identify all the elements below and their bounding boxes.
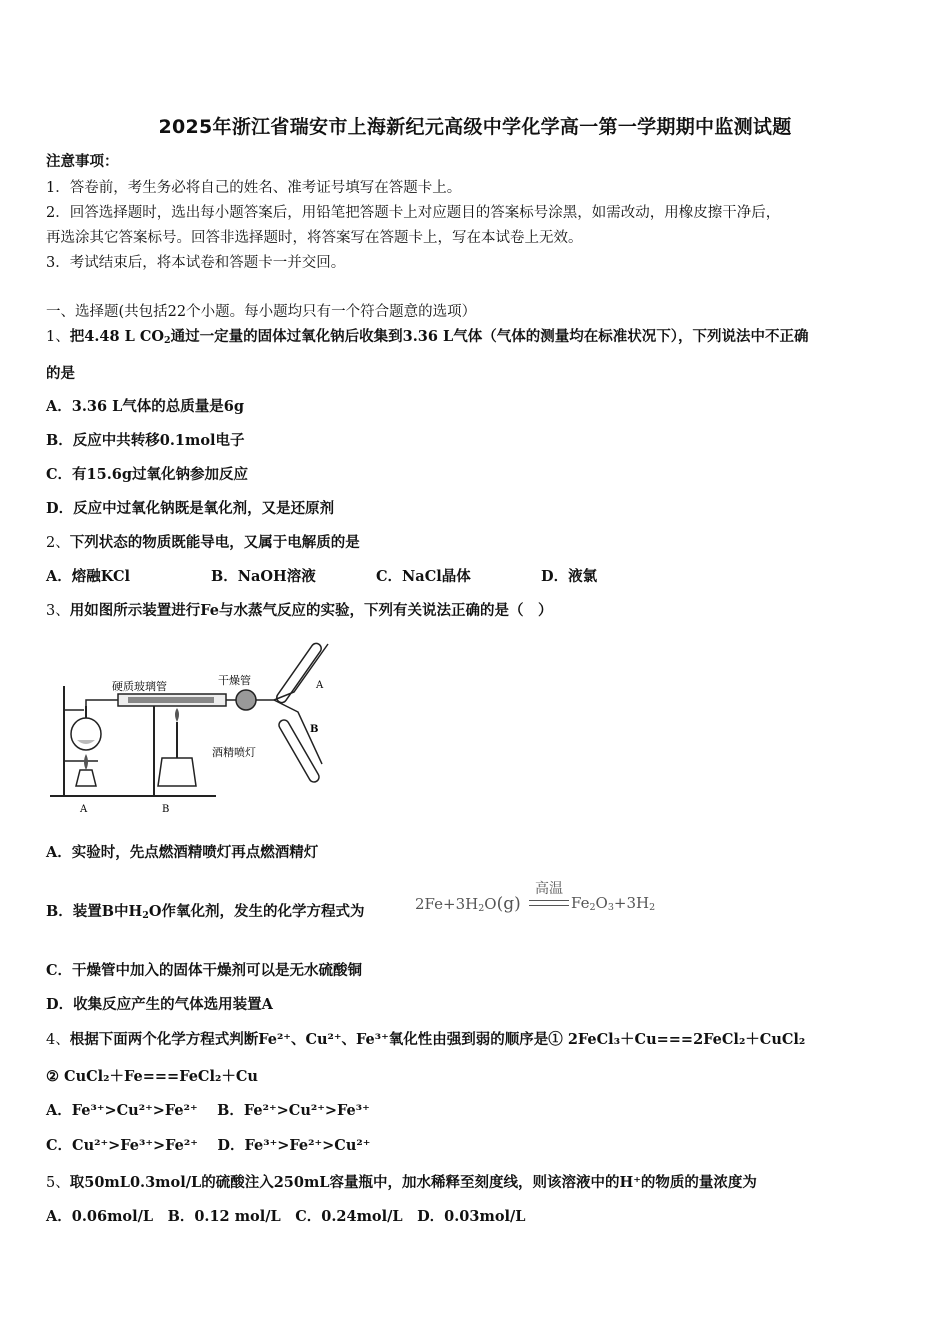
label-tube-a: A — [316, 680, 324, 691]
q3-option-b-part-a: B．装置B中H — [46, 903, 143, 920]
question-1-number: 1、 — [46, 329, 70, 345]
q1-option-b: B．反应中共转移0.1mol电子 — [46, 432, 245, 449]
notice-item-2-cont: 再选涂其它答案标号。回答非选择题时，将答案写在答题卡上，写在本试卷上无效。 — [46, 230, 583, 246]
question-1-stem — [46, 327, 808, 351]
question-5-stem — [46, 1173, 757, 1193]
q4-options-cd: C．Cu²⁺>Fe³⁺>Fe²⁺ D．Fe³⁺>Fe²⁺>Cu²⁺ — [46, 1137, 371, 1154]
question-3-number: 3、 — [46, 603, 70, 619]
page-title: 2025年浙江省瑞安市上海新纪元高级中学化学高一第一学期期中监测试题 — [158, 116, 792, 138]
round-flask — [71, 718, 101, 750]
apparatus-figure — [46, 636, 346, 818]
q1-stem-part-b: 通过一定量的固体过氧化钠后收集到3.36 L气体（气体的测量均在标准状况下），下列说法中不正确 — [170, 328, 809, 345]
eq-left-a: 2Fe+3H — [415, 895, 479, 913]
q2-option-c: C．NaCl晶体 — [376, 568, 471, 585]
eq-right-c: +3H — [613, 894, 650, 912]
q3-option-d: D．收集反应产生的气体选用装置A — [46, 996, 273, 1013]
eq-right-a: Fe — [571, 894, 590, 912]
label-hard-glass-tube: 硬质玻璃管 — [112, 680, 167, 693]
q2-option-a: A．熔融KCl — [46, 568, 131, 585]
alcohol-lamp — [76, 770, 96, 786]
flask-water — [77, 740, 95, 744]
eq-right-sub3: 2 — [649, 902, 656, 913]
q3-stem-text: 用如图所示装置进行Fe与水蒸气反应的实验，下列有关说法正确的是（ ） — [69, 602, 553, 619]
q3-option-c: C．干燥管中加入的固体干燥剂可以是无水硫酸铜 — [46, 962, 363, 979]
question-2-stem — [46, 533, 360, 553]
q1-stem-part-a: 把4.48 L CO — [69, 328, 165, 345]
section-header: 一、选择题(共包括22个小题。每小题均只有一个符合题意的选项） — [46, 304, 477, 320]
notice-item-3: 3．考试结束后，将本试卷和答题卡一并交回。 — [46, 255, 346, 271]
drying-tube-bulb — [236, 690, 256, 710]
question-5-number: 5、 — [46, 1175, 70, 1191]
label-drying-tube: 干燥管 — [218, 674, 251, 687]
question-1-stem-cont: 的是 — [46, 365, 75, 382]
q2-options — [46, 567, 597, 587]
question-3-stem — [46, 601, 552, 621]
equation-products — [571, 894, 655, 913]
q3-option-b — [46, 902, 364, 926]
question-4-stem-cont: ② CuCl₂＋Fe===FeCl₂＋Cu — [46, 1068, 258, 1085]
q1-co2-subscript: 2 — [164, 335, 171, 346]
eq-right-b: O — [595, 894, 608, 912]
eq-left-b: O — [484, 895, 497, 913]
iron-powder — [128, 697, 214, 703]
notice-item-2: 2．回答选择题时，选出每小题答案后，用铅笔把答题卡上对应题目的答案标号涂黑，如需改动，用橡皮擦干净后， — [46, 205, 781, 221]
question-4-stem — [46, 1030, 805, 1050]
label-apparatus-a: A — [80, 804, 88, 815]
notice-item-1: 1．答卷前，考生务必将自己的姓名、准考证号填写在答题卡上。 — [46, 180, 462, 196]
lamp-flame-icon — [84, 754, 88, 770]
eq-left-sub: 2 — [478, 903, 485, 914]
eq-right-sub2: 3 — [607, 902, 614, 913]
eq-right-sub1: 2 — [589, 902, 596, 913]
q1-option-c: C．有15.6g过氧化钠参加反应 — [46, 466, 248, 483]
q3-h2o-subscript: 2 — [142, 910, 149, 921]
test-tube-a — [275, 641, 323, 704]
q2-option-d: D．液氯 — [541, 568, 598, 585]
q3-option-a: A．实验时，先点燃酒精喷灯再点燃酒精灯 — [46, 844, 319, 861]
q5-stem-text: 取50mL0.3mol/L的硫酸注入250mL容量瓶中，加水稀释至刻度线，则该溶液中的H⁺的物质的量浓度为 — [69, 1174, 757, 1191]
q3-option-b-part-b: O作氧化剂，发生的化学方程式为 — [148, 903, 365, 920]
notice-heading: 注意事项： — [46, 153, 119, 170]
question-2-number: 2、 — [46, 535, 70, 551]
steam-tube — [86, 700, 118, 706]
q1-option-d: D．反应中过氧化钠既是氧化剂，又是还原剂 — [46, 500, 335, 517]
equation-reactants — [415, 894, 521, 914]
equation-condition: 高温 — [535, 881, 563, 897]
blowtorch-lamp — [158, 758, 196, 786]
equation-equals-sign — [529, 900, 569, 906]
label-blowtorch: 酒精喷灯 — [212, 746, 256, 759]
q4-stem-text: 根据下面两个化学方程式判断Fe²⁺、Cu²⁺、Fe³⁺氧化性由强到弱的顺序是① 2FeCl₃＋Cu===2FeCl₂＋CuCl₂ — [69, 1031, 806, 1048]
q2-stem-text: 下列状态的物质既能导电，又属于电解质的是 — [69, 534, 360, 551]
q2-option-b: B．NaOH溶液 — [211, 568, 316, 585]
label-tube-b: B — [310, 724, 319, 735]
q1-option-a: A．3.36 L气体的总质量是6g — [46, 398, 245, 415]
question-4-number: 4、 — [46, 1032, 70, 1048]
chemical-equation — [415, 878, 675, 922]
blowtorch-flame-icon — [175, 708, 179, 722]
q4-options-ab: A．Fe³⁺>Cu²⁺>Fe²⁺ B．Fe²⁺>Cu²⁺>Fe³⁺ — [46, 1102, 370, 1119]
eq-state: (g) — [496, 894, 521, 914]
label-apparatus-b: B — [162, 804, 170, 815]
q5-options: A．0.06mol/L B．0.12 mol/L C．0.24mol/L D．0.03mol/L — [46, 1208, 526, 1225]
